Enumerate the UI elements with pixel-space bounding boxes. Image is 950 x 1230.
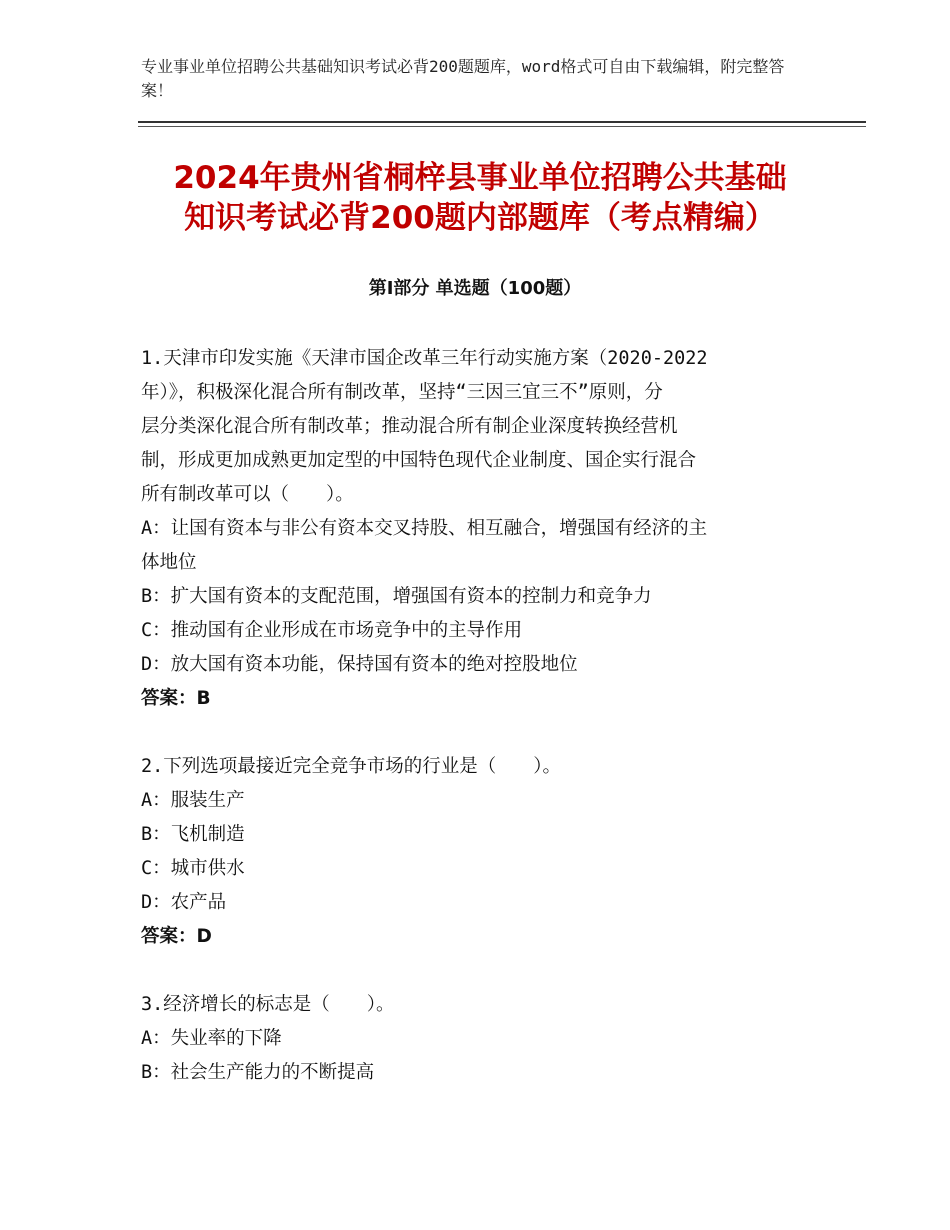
option-c: C：推动国有企业形成在市场竞争中的主导作用 xyxy=(141,620,523,641)
title-line-2: 知识考试必背200题内部题库（考点精编） xyxy=(184,200,776,236)
header-note: 专业事业单位招聘公共基础知识考试必背200题题库，word格式可自由下载编辑，附完整答案！ xyxy=(141,57,785,100)
option-a-continued: 体地位 xyxy=(141,552,197,573)
option-d: D：放大国有资本功能，保持国有资本的绝对控股地位 xyxy=(141,654,578,675)
option-d: D：农产品 xyxy=(141,892,227,913)
option-b: B：社会生产能力的不断提高 xyxy=(141,1062,375,1083)
question-stem-line: 所有制改革可以（ ）。 xyxy=(141,484,354,505)
question-stem-line: 1.天津市印发实施《天津市国企改革三年行动实施方案（2020-2022 xyxy=(141,348,708,369)
option-c: C：城市供水 xyxy=(141,858,245,879)
question-1 xyxy=(141,342,811,716)
title-line-1: 2024年贵州省桐梓县事业单位招聘公共基础 xyxy=(173,160,787,196)
option-b: B：扩大国有资本的支配范围，增强国有资本的控制力和竞争力 xyxy=(141,586,652,607)
header-rule-thin xyxy=(138,126,866,127)
question-stem-line: 3.经济增长的标志是（ ）。 xyxy=(141,994,395,1015)
option-b: B：飞机制造 xyxy=(141,824,245,845)
answer-line: 答案：B xyxy=(141,688,211,709)
option-a: A：让国有资本与非公有资本交叉持股、相互融合，增强国有经济的主 xyxy=(141,518,708,539)
question-list xyxy=(141,342,811,1090)
question-3 xyxy=(141,988,811,1090)
question-stem-line: 制，形成更加成熟更加定型的中国特色现代企业制度、国企实行混合 xyxy=(141,450,697,471)
answer-line: 答案：D xyxy=(141,926,212,947)
section-title: 第Ⅰ部分 单选题（100题） xyxy=(368,278,582,299)
question-stem-line: 年）》，积极深化混合所有制改革，坚持“三因三宜三不”原则，分 xyxy=(141,382,663,403)
question-stem-line: 2.下列选项最接近完全竞争市场的行业是（ ）。 xyxy=(141,756,562,777)
document-title xyxy=(140,158,820,238)
option-a: A：失业率的下降 xyxy=(141,1028,282,1049)
header-rule-thick xyxy=(138,121,866,123)
question-spacer xyxy=(141,716,811,750)
option-a: A：服装生产 xyxy=(141,790,245,811)
question-2 xyxy=(141,750,811,954)
question-stem-line: 层分类深化混合所有制改革；推动混合所有制企业深度转换经营机 xyxy=(141,416,678,437)
question-spacer xyxy=(141,954,811,988)
